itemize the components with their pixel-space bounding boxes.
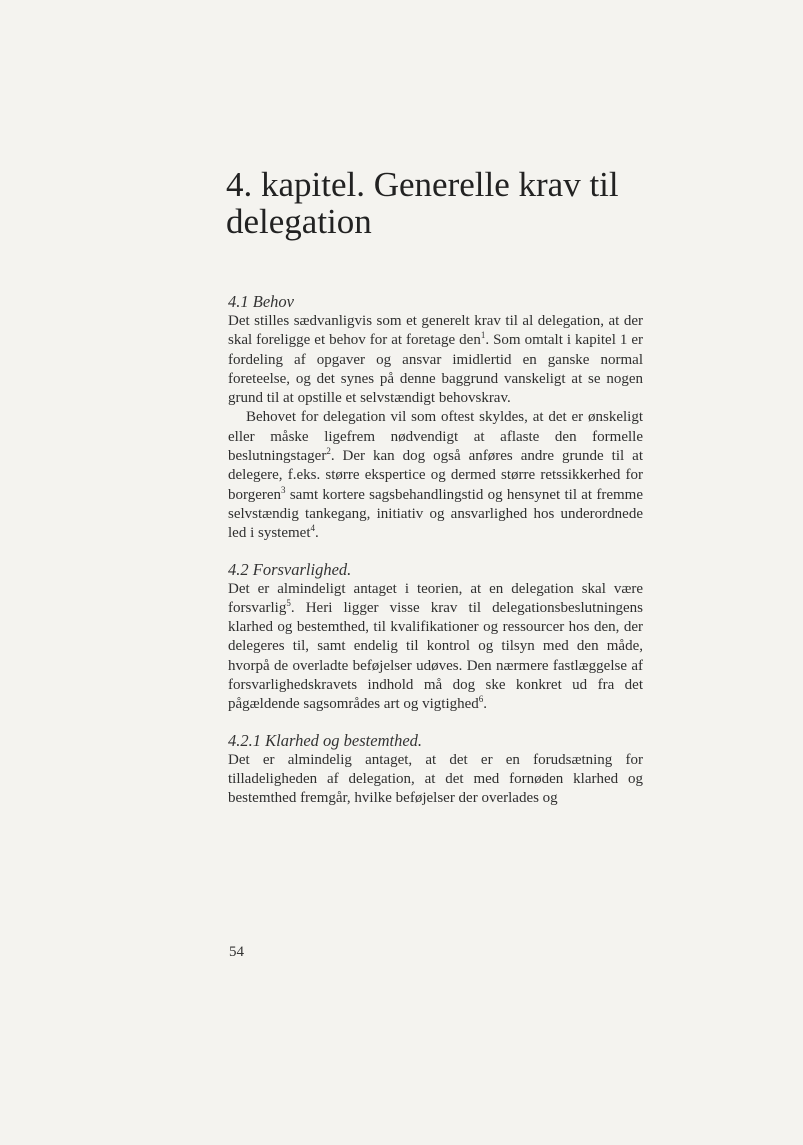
page-number: 54 <box>229 944 244 960</box>
chapter-title: 4. kapitel. Generelle krav til delegation <box>226 165 619 241</box>
paragraph-text: . <box>483 696 488 713</box>
paragraph-text: Behovet for delegation vil som oftest skyldes, at det er ønskeligt eller måske ligefrem nødvendigt at aflaste den formelle beslutningstager <box>228 409 643 465</box>
page-body <box>228 292 643 809</box>
paragraph-text: . Heri ligger visse krav til delegationsbeslutningens klarhed og bestemthed, til kvalifikationer og ressourcer hos den, der delegeres til, samt endelig til kontrol og tilsyn med den måde, hvorpå de overladte beføjelser udøves. Den nærmere fastlæggelse af forsvarlighedskravets indhold må dog ske konkret ud fra det pågældende sagsområdes art og vigtighed <box>228 599 643 713</box>
paragraph-text: Det er almindelig antaget, at det er en forudsætning for tilladeligheden af delegation, at det med fornøden klarhed og bestemthed fremgår, hvilke beføjelser der overlades og <box>228 751 643 807</box>
footnote-marker: 3 <box>281 484 286 495</box>
paragraph-text: . <box>315 525 319 542</box>
footnote-marker: 1 <box>480 330 486 341</box>
paragraph-text: Det er almindeligt antaget i teorien, at en delegation skal være forsvarlig <box>228 580 643 616</box>
section-heading-forsvarlighed: 4.2 Forsvarlighed. <box>228 559 352 579</box>
footnote-marker: 5 <box>286 597 291 608</box>
paragraph <box>228 751 643 809</box>
section-heading-behov: 4.1 Behov <box>228 292 294 311</box>
paragraph <box>228 312 643 408</box>
section-gap <box>228 715 643 731</box>
paragraph-text: Det stilles sædvanligvis som et generelt krav til al delegation, at der skal foreligge et behov for at foretage den <box>228 313 643 349</box>
paragraph-text: . Som omtalt i kapitel 1 er fordeling af opgaver og ansvar imidlertid en ganske normal foreteelse, og det synes på denne baggrund vanskeligt at se nogen grund til at opstille et selvstændigt behovskrav. <box>228 332 643 407</box>
section-gap <box>228 544 643 560</box>
section-heading-klarhed: 4.2.1 Klarhed og bestemthed. <box>228 730 423 750</box>
paragraph-text: samt kortere sagsbehandlingstid og hensynet til at fremme selvstændig tankegang, initiativ og ansvarlighed hos underordnede led i systemet <box>228 486 643 542</box>
paragraph <box>228 580 643 715</box>
footnote-marker: 4 <box>310 523 315 534</box>
paragraph <box>228 408 643 543</box>
paragraph-text: . Der kan dog også anføres andre grunde til at delegere, f.eks. større ekspertice og dermed større retssikkerhed for borgeren <box>228 448 643 503</box>
footnote-marker: 6 <box>478 694 484 705</box>
footnote-marker: 2 <box>326 446 331 457</box>
